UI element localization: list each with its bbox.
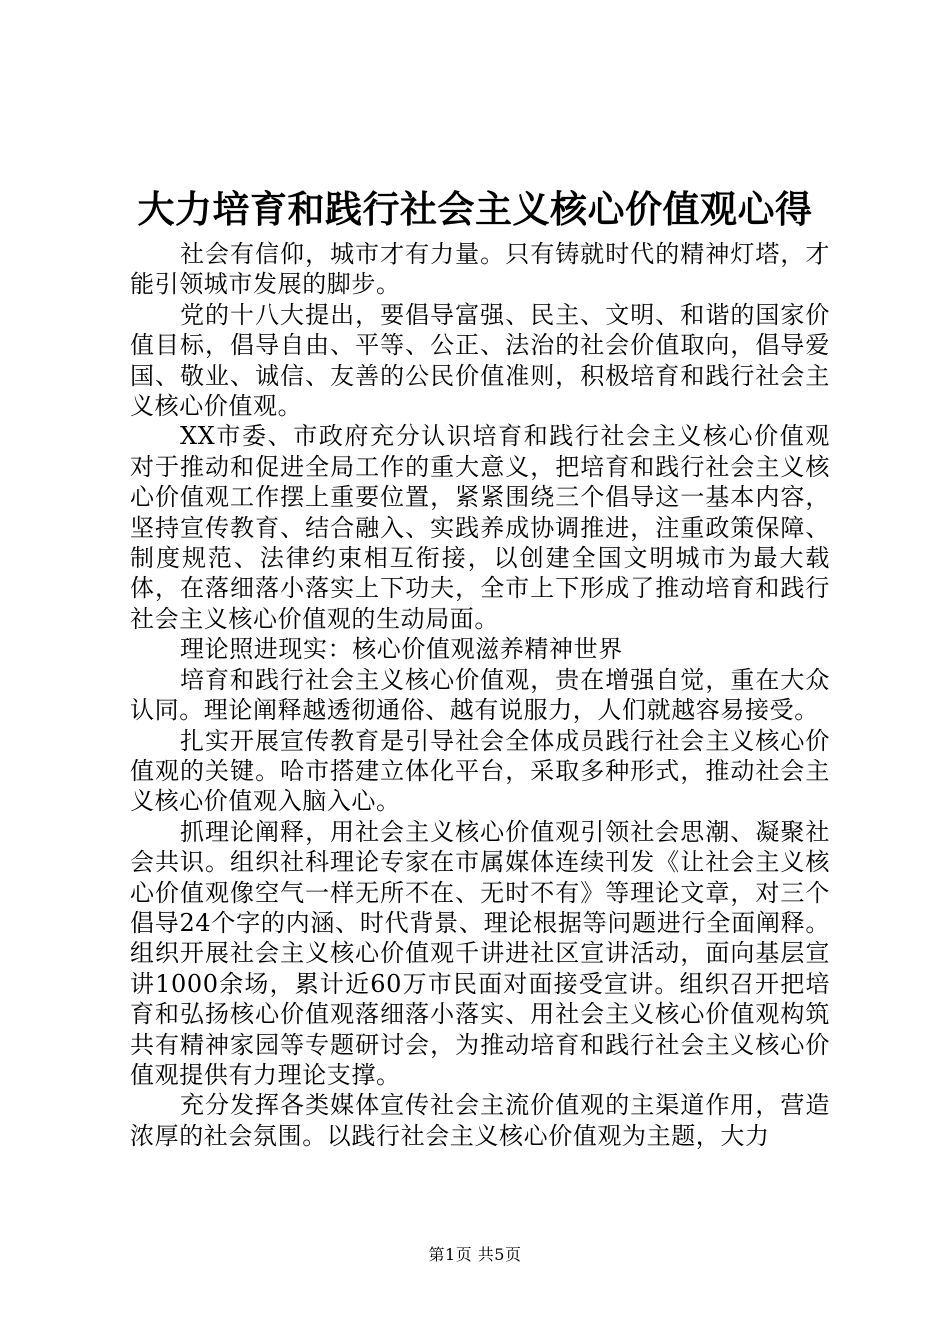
- paragraph-cultivation: 培育和践行社会主义核心价值观，贵在增强自觉，重在大众认同。理论阐释越透彻通俗、越有说服力，人们就越容易接受。: [130, 665, 830, 725]
- paragraph-intro: 社会有信仰，城市才有力量。只有铸就时代的精神灯塔，才能引领城市发展的脚步。: [130, 240, 830, 299]
- document-title: 大力培育和践行社会主义核心价值观心得: [137, 187, 813, 231]
- paragraph-city-committee: XX市委、市政府充分认识培育和践行社会主义核心价值观对于推动和促进全局工作的重大意义，把培育和践行社会主义核心价值观工作摆上重要位置，紧紧围绕三个倡导这一基本内容，坚持宣传教育、结合融入、实践养成协调推进，注重政策保障、制度规范、法律约束相互衔接，以创建全国文明城市为最大载体，在落细落小落实上下功夫，全市上下形成了推动培育和践行社会主义核心价值观的生动局面。: [130, 422, 830, 633]
- paragraph-eighteenth-congress: 党的十八大提出，要倡导富强、民主、文明、和谐的国家价值目标，倡导自由、平等、公正、法治的社会价值取向，倡导爱国、敬业、诚信、友善的公民价值准则，积极培育和践行社会主义核心价值观。: [130, 300, 830, 421]
- document-body: [130, 239, 830, 1151]
- page-footer: 第1页 共5页: [428, 1245, 522, 1264]
- paragraph-theory: 抓理论阐释，用社会主义核心价值观引领社会思潮、凝聚社会共识。组织社科理论专家在市属媒体连续刊发《让社会主义核心价值观像空气一样无所不在、无时不有》等理论文章，对三个倡导24个字的内涵、时代背景、理论根据等问题进行全面阐释。组织开展社会主义核心价值观千讲进社区宣讲活动，面向基层宣讲1000余场，累计近60万市民面对面接受宣讲。组织召开把培育和弘扬核心价值观落细落小落实、用社会主义核心价值观构筑共有精神家园等专题研讨会，为推动培育和践行社会主义核心价值观提供有力理论支撑。: [130, 817, 830, 1089]
- paragraph-media: 充分发挥各类媒体宣传社会主流价值观的主渠道作用，营造浓厚的社会氛围。以践行社会主义核心价值观为主题，大力: [130, 1091, 830, 1150]
- paragraph-education: 扎实开展宣传教育是引导社会全体成员践行社会主义核心价值观的关键。哈市搭建立体化平台，采取多种形式，推动社会主义核心价值观入脑入心。: [130, 726, 830, 816]
- section-heading: 理论照进现实：核心价值观滋养精神世界: [180, 635, 623, 664]
